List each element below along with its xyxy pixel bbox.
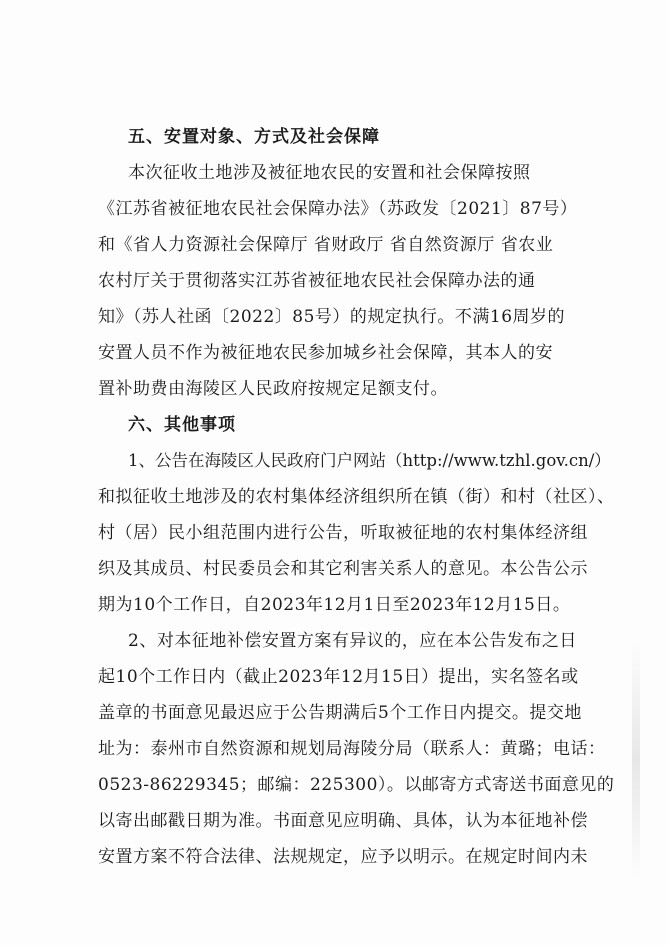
section-6-line-2: 和拟征收土地涉及的农村集体经济组织所在镇（街）和村（社区）、 [98, 487, 615, 507]
section-6-line-12: 安置方案不符合法律、法规规定，应予以明示。在规定时间内未 [98, 847, 588, 867]
section-5-line-7: 置补助费由海陵区人民政府按规定足额支付。 [98, 379, 448, 399]
section-5-heading: 五、安置对象、方式及社会保障 [128, 127, 380, 147]
section-6-line-4: 织及其成员、村民委员会和其它利害关系人的意见。本公告公示 [98, 559, 588, 579]
section-6-heading: 六、其他事项 [128, 415, 236, 435]
section-6-line-9: 址为：泰州市自然资源和规划局海陵分局（联系人：黄璐；电话： [98, 739, 606, 759]
section-6-line-10: 0523-86229345；邮编：225300）。以邮寄方式寄送书面意见的 [98, 775, 615, 795]
section-5-line-3: 和《省人力资源社会保障厅 省财政厅 省自然资源厅 省农业 [98, 235, 554, 255]
section-6-line-3: 村（居）民小组范围内进行公告，听取被征地的农村集体经济组 [98, 523, 588, 543]
section-6-line-8: 盖章的书面意见最迟应于公告期满后5个工作日内提交。提交地 [98, 703, 582, 723]
section-6-line-11: 以寄出邮戳日期为准。书面意见应明确、具体，认为本征地补偿 [98, 811, 588, 831]
section-6-line-7: 起10个工作日内（截止2023年12月15日）提出，实名签名或 [98, 667, 579, 687]
section-6-line-6: 2、对本征地补偿安置方案有异议的，应在本公告发布之日 [128, 631, 577, 651]
section-5-line-2: 《江苏省被征地农民社会保障办法》（苏政发〔2021〕87号） [98, 199, 578, 219]
section-6-line-5: 期为10个工作日，自2023年12月1日至2023年12月15日。 [98, 595, 571, 615]
section-5-line-1: 本次征收土地涉及被征地农民的安置和社会保障按照 [128, 163, 531, 183]
section-6-line-1: 1、公告在海陵区人民政府门户网站（http://www.tzhl.gov.cn/） [128, 451, 611, 470]
section-5-line-5: 知》（苏人社函〔2022〕85号）的规定执行。不满16周岁的 [98, 307, 566, 327]
section-5-line-6: 安置人员不作为被征地农民参加城乡社会保障，其本人的安 [98, 343, 553, 363]
seal-edge-mark [632, 640, 640, 880]
section-5-line-4: 农村厅关于贯彻落实江苏省被征地农民社会保障办法的通 [98, 271, 536, 291]
